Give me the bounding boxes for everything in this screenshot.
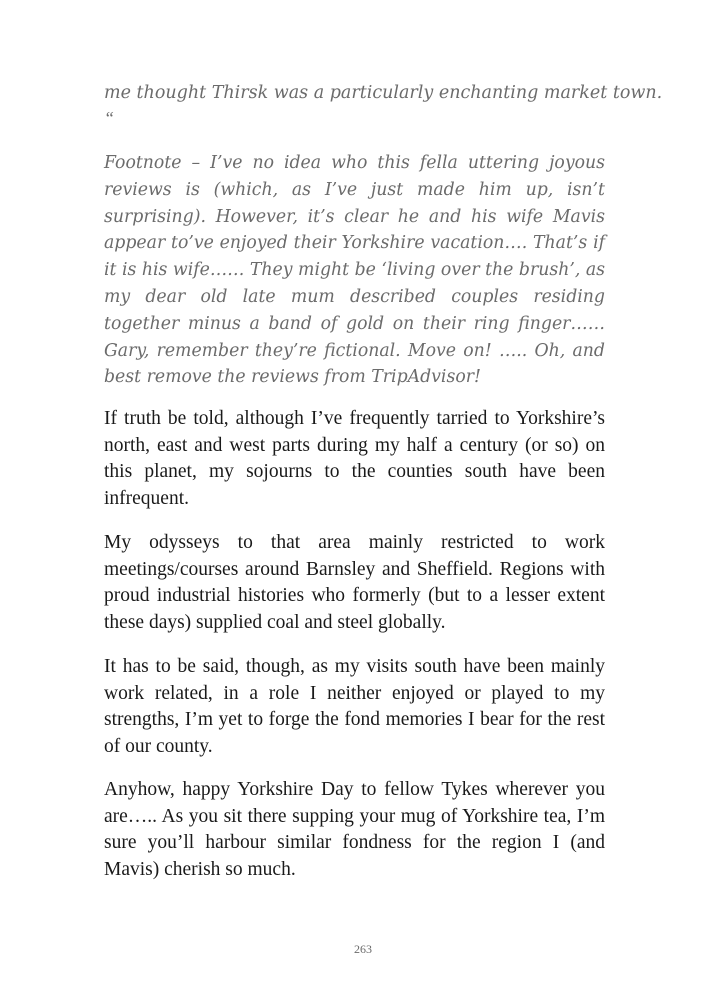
body-paragraph-3: It has to be said, though, as my visits south have been mainly work related, in a role I neither enjoyed or played to my strengths, I’m yet to forge the fond memories I bear for the rest of our county. [104,656,605,757]
body-paragraph-4: Anyhow, happy Yorkshire Day to fellow Tykes wherever you are….. As you sit there supping your mug of Yorkshire tea, I’m sure you’ll harbour similar fondness for the region I (and Mavis) cherish so much. [104,779,605,880]
page-number: 263 [354,942,372,956]
lead-in-line: me thought Thirsk was a particularly enchanting market town. [104,83,663,103]
quote-mark: “ [104,108,115,128]
footnote-paragraph: Footnote – I’ve no idea who this fella uttering joyous reviews is (which, as I’ve just made him up, isn’t surprising). However, it’s clear he and his wife Mavis appear to’ve enjoyed their Yorkshire vacation…. That’s if it is his wife…… They might be ‘living over the brush’, as my dear old late mum described couples residing together minus a band of gold on their ring finger…… Gary, remember they’re fictional. Move on! ….. Oh, and best remove the reviews from TripAdvisor! [104,153,605,388]
body-paragraph-2: My odysseys to that area mainly restricted to work meetings/courses around Barnsley and Sheffield. Regions with proud industrial histories who formerly (but to a lesser extent these days) supplied coal and steel globally. [104,532,605,633]
body-paragraph-1: If truth be told, although I’ve frequently tarried to Yorkshire’s north, east and west parts during my half a century (or so) on this planet, my sojourns to the counties south have been infrequent. [104,408,605,509]
